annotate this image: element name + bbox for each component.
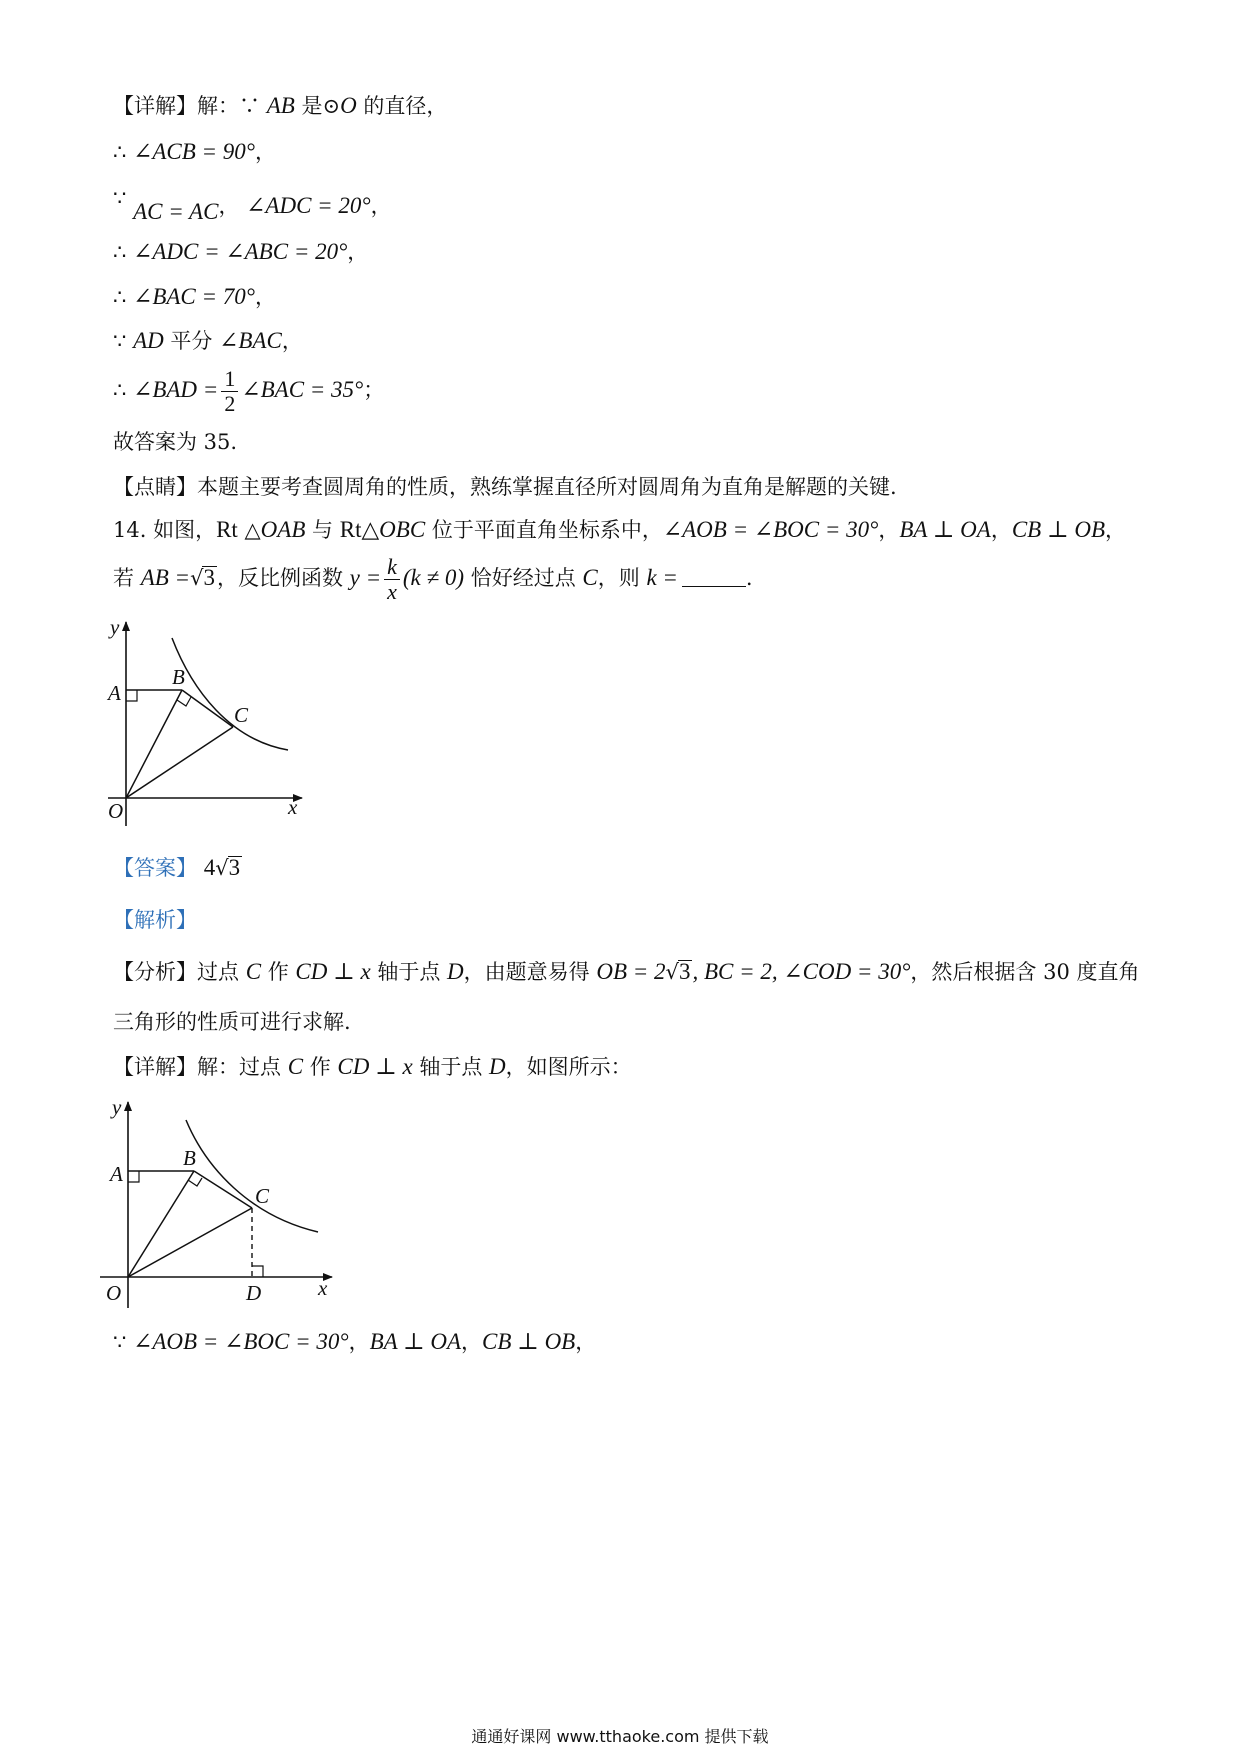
- right-angle-mark-b: [177, 697, 191, 706]
- math-bac-35: ∠BAC = 35°: [241, 377, 364, 402]
- punct: ，: [990, 518, 1012, 542]
- math-adc-20: ∠ADC = 20°: [246, 193, 371, 218]
- text-and: 与: [305, 518, 340, 542]
- hyperbola-curve: [186, 1120, 318, 1232]
- math-oab: OAB: [260, 517, 306, 542]
- math-d: D: [447, 959, 464, 984]
- solution-line-bad: [113, 362, 384, 418]
- text-then: ，则: [597, 566, 647, 590]
- rt-label: Rt: [339, 517, 362, 542]
- therefore-symbol: ∴: [113, 378, 127, 402]
- label-x: x: [318, 1276, 328, 1300]
- punct: ，: [461, 1330, 483, 1354]
- math-cb-perp-ob: CB ⊥ OB: [482, 1329, 576, 1354]
- label-c: C: [255, 1184, 270, 1208]
- rt-label: Rt: [216, 517, 238, 542]
- math-adc-abc: ∠ADC = ∠ABC = 20°: [133, 239, 348, 264]
- text-diameter: 的直径，: [356, 94, 448, 118]
- punct: ，: [218, 194, 240, 218]
- text-passes: 恰好经过点: [464, 566, 583, 590]
- fraction-k-over-x: [384, 555, 400, 604]
- solution-line-given: [113, 1328, 596, 1356]
- text-make: 作: [261, 960, 296, 984]
- segment-oc: [126, 727, 233, 798]
- figure-solution: [100, 1090, 340, 1315]
- math-obc: △OBC: [361, 517, 426, 542]
- math-ob-eq: OB = 2: [596, 959, 666, 984]
- text-make: 作: [303, 1055, 338, 1079]
- text-axis-point: 轴于点: [412, 1055, 490, 1079]
- punct: ，: [878, 518, 900, 542]
- label-d: D: [246, 1281, 262, 1305]
- math-o: O: [340, 93, 357, 118]
- fraction-half: [221, 367, 238, 416]
- math-bad: ∠BAD =: [133, 377, 219, 402]
- segment-oc: [128, 1208, 252, 1277]
- label-c: C: [234, 703, 249, 727]
- math-c: C: [245, 959, 262, 984]
- punct: ；: [363, 378, 385, 402]
- sqrt-3: 3: [203, 565, 215, 590]
- page-footer: 通通好课网 www.tthaoke.com 提供下载: [471, 1727, 769, 1746]
- fraction-denominator: 2: [224, 391, 236, 416]
- label-o: O: [108, 799, 124, 823]
- answer-sqrt: 3: [228, 855, 241, 880]
- punct: ，: [255, 140, 276, 164]
- analysis-line-2: 三角形的性质可进行求解.: [113, 1010, 351, 1034]
- punct: ，: [575, 1330, 597, 1354]
- question-14-line-1: [113, 516, 1126, 544]
- punct: ，: [347, 240, 369, 264]
- text-shi: 是: [294, 94, 323, 118]
- detail-heading: 【详解】解：: [113, 94, 239, 118]
- label-b: B: [183, 1146, 196, 1170]
- therefore-symbol: ∴: [113, 285, 127, 309]
- hyperbola-curve: [172, 638, 288, 750]
- label-x: x: [288, 795, 298, 819]
- text-if: 若: [113, 566, 141, 590]
- because-symbol: ∵: [239, 94, 260, 118]
- segment-bc: [182, 690, 233, 727]
- detail-heading: 【详解】解：过点: [113, 1055, 288, 1079]
- label-o: O: [106, 1281, 122, 1305]
- text-bisect: 平分: [163, 329, 220, 353]
- math-angles-30: ∠AOB = ∠BOC = 30°: [133, 1329, 349, 1354]
- fraction-numerator: 1: [221, 367, 238, 392]
- label-a: A: [108, 681, 121, 705]
- fraction-denominator: x: [387, 579, 397, 604]
- math-angles-30: ∠AOB = ∠BOC = 30°: [662, 517, 879, 542]
- analysis-heading: 【分析】过点: [113, 960, 246, 984]
- figure-question-14: [100, 612, 320, 834]
- right-angle-mark-a: [128, 1171, 139, 1182]
- solution-line-abc: [113, 238, 368, 266]
- math-point-c: C: [582, 565, 598, 590]
- math-d: D: [489, 1054, 506, 1079]
- because-symbol: ∵: [113, 329, 127, 353]
- label-y: y: [112, 1095, 122, 1119]
- punct: ，: [281, 329, 303, 353]
- math-acb-90: ∠ACB = 90°: [133, 139, 255, 164]
- text-axis-point: 轴于点: [370, 960, 448, 984]
- solution-line-arc: [113, 186, 392, 224]
- math-cd-perp-x: CD ⊥ x: [295, 959, 371, 984]
- segment-ob: [126, 690, 182, 798]
- detail-line: [113, 1053, 632, 1081]
- answer-line: 【答案】 4√3: [113, 855, 241, 880]
- math-bac: ∠BAC: [219, 328, 282, 353]
- analysis-line-1: 【分析】过点 C 作 CD ⊥ x 轴于点 D，由题意易得 OB = 2√3, BC = 2, ∠COD = 30°，然后根据含 30 度直角: [113, 959, 1140, 984]
- triangle-symbol: △: [244, 518, 261, 542]
- math-c: C: [287, 1054, 304, 1079]
- text-inverse-function: ，反比例函数: [216, 566, 350, 590]
- punct: ，: [370, 194, 392, 218]
- math-cd-perp-x: CD ⊥ x: [337, 1054, 413, 1079]
- math-bac-70: ∠BAC = 70°: [133, 284, 255, 309]
- punct: .: [745, 566, 753, 590]
- text-easily: ，由题意易得: [463, 960, 597, 984]
- math-bc-cod: , BC = 2, ∠COD = 30°: [692, 959, 911, 984]
- punct: ，: [348, 1330, 370, 1354]
- answer-tag: 【答案】: [113, 856, 197, 880]
- text-as-shown: ，如图所示：: [505, 1055, 632, 1079]
- because-symbol: ∵: [113, 1330, 127, 1354]
- answer-statement: 故答案为 35.: [113, 430, 238, 454]
- solution-line-diameter: [113, 92, 447, 120]
- question-number: 14. 如图，: [113, 518, 217, 542]
- math-ba-perp-oa: BA ⊥ OA: [899, 517, 991, 542]
- math-arc-ac: AC = AC: [133, 199, 219, 224]
- solution-line-acb: [113, 138, 276, 166]
- circle-symbol: ⊙: [322, 94, 341, 118]
- answer-coefficient: 4: [203, 855, 216, 880]
- right-angle-mark-d: [252, 1266, 263, 1277]
- label-y: y: [110, 615, 120, 639]
- math-y-eq: y =: [349, 565, 382, 590]
- text-located: 位于平面直角坐标系中，: [425, 518, 663, 542]
- right-angle-mark-a: [126, 690, 137, 701]
- solution-line-bisect: [113, 327, 303, 355]
- because-symbol: ∵: [113, 186, 127, 210]
- text-then-apply: ，然后根据含 30 度直角: [910, 960, 1140, 984]
- math-cb-perp-ob: CB ⊥ OB: [1011, 517, 1106, 542]
- label-b: B: [172, 665, 185, 689]
- sqrt-3: 3: [678, 959, 691, 984]
- right-angle-mark-b: [188, 1178, 202, 1186]
- fraction-numerator: k: [384, 555, 400, 580]
- answer-blank: [682, 566, 746, 587]
- therefore-symbol: ∴: [113, 140, 127, 164]
- comment-line: 【点睛】本题主要考查圆周角的性质，熟练掌握直径所对圆周角为直角是解题的关键.: [113, 475, 897, 499]
- math-k-ne-0: (k ≠ 0): [402, 565, 465, 590]
- punct: ，: [255, 285, 276, 309]
- math-ab-eq: AB =: [140, 565, 191, 590]
- math-ba-perp-oa: BA ⊥ OA: [369, 1329, 462, 1354]
- solution-line-bac: [113, 283, 276, 311]
- segment-ob: [128, 1171, 194, 1277]
- math-ad: AD: [133, 328, 164, 353]
- analysis-tag: 【解析】: [113, 908, 197, 932]
- math-k-eq: k =: [646, 565, 678, 590]
- punct: ，: [1105, 518, 1127, 542]
- question-14-line-2: 若 AB =√3，反比例函数 y = $\frac{k}{x}$ (k ≠ 0) 恰好经过点 C，则 k = .: [113, 554, 753, 604]
- label-a: A: [110, 1162, 123, 1186]
- math-ab: AB: [266, 93, 295, 118]
- therefore-symbol: ∴: [113, 240, 127, 264]
